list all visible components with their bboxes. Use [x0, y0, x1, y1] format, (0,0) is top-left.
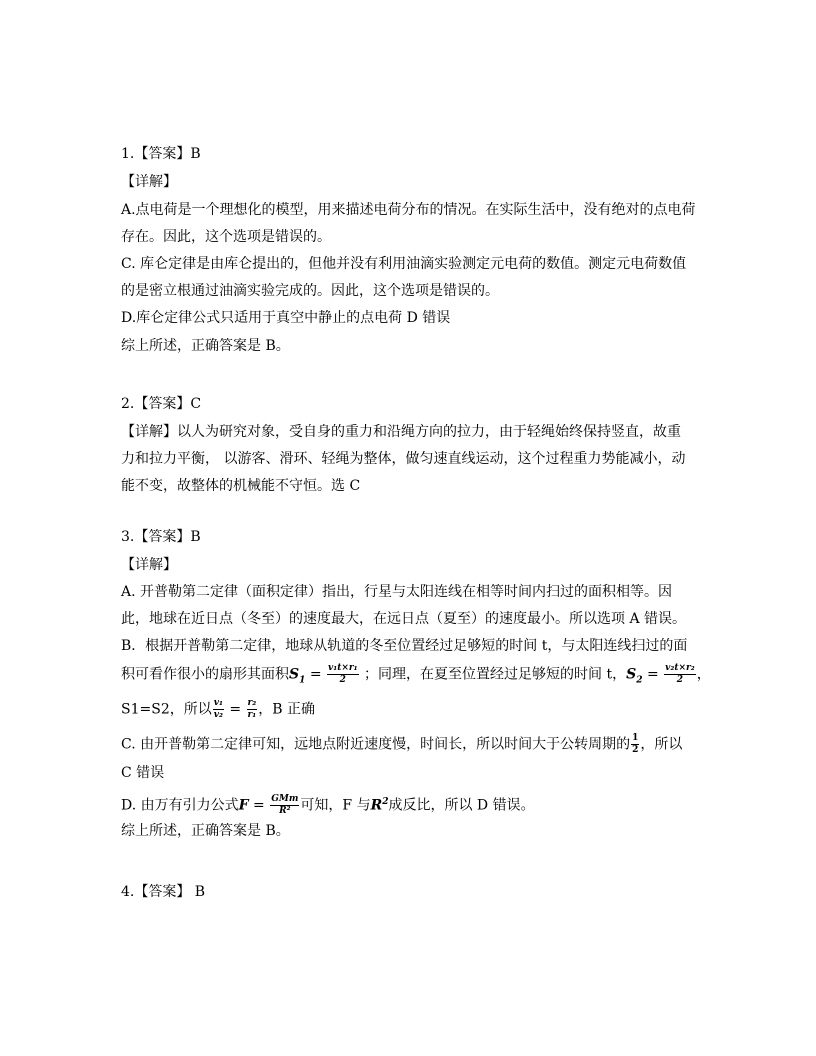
s2-subscript: 2	[636, 675, 643, 686]
q3-detail-head: 【详解】	[121, 557, 177, 573]
q3-b2-middle: ；同理，在夏至位置经过足够短的时间 t，	[359, 666, 627, 683]
radius-symbol: R	[370, 797, 383, 814]
q3-answer: 3.【答案】B	[121, 529, 201, 545]
q3-b2-prefix: 积可看作很小的扇形其面积	[121, 666, 289, 683]
q1-line-1: A.点电荷是一个理想化的模型，用来描述电荷分布的情况。在实际生活中，没有绝对的点电荷	[121, 202, 696, 218]
s2-denominator: 2	[676, 675, 684, 685]
q3-option-c-line-1	[121, 734, 682, 755]
radius-ratio	[247, 699, 258, 720]
q3-b3-prefix: S1=S2，所以	[121, 701, 212, 718]
s1-denominator: 2	[339, 675, 346, 685]
s2-fraction	[664, 664, 696, 685]
q1-line-2: 存在。因此，这个选项是错误的。	[121, 229, 331, 245]
q1-detail-head: 【详解】	[121, 174, 177, 190]
comma: ，	[696, 666, 711, 683]
equals-sign: =	[248, 797, 270, 814]
q3-option-b-line-2	[121, 664, 711, 690]
s1-symbol: S	[289, 666, 300, 683]
q1-line-5: D.库仑定律公式只适用于真空中静止的点电荷 D 错误	[121, 310, 451, 326]
q3-option-d	[121, 792, 535, 816]
half-fraction	[631, 734, 639, 755]
half-numerator: 1	[632, 733, 639, 743]
s1-fraction	[327, 664, 359, 685]
half-denominator: 2	[632, 745, 639, 755]
q2-line-3: 能不变，故整体的机械能不守恒。选 C	[121, 478, 361, 494]
equals-sign: =	[224, 701, 246, 718]
equals-sign: =	[305, 666, 327, 683]
q1-answer: 1.【答案】B	[121, 146, 201, 162]
q3-d-prefix: D. 由万有引力公式	[121, 797, 239, 814]
s2-numerator: v₂t×r₂	[665, 663, 695, 673]
velocity-ratio	[213, 699, 224, 720]
gravity-numerator: GMm	[271, 794, 299, 805]
q2-answer: 2.【答案】C	[121, 396, 202, 412]
q3-option-b-line-1: B．根据开普勒第二定律，地球从轨道的冬至位置经过足够短的时间 t，与太阳连线扫过的面	[121, 638, 688, 654]
gravity-denominator: R²	[279, 806, 291, 817]
q1-line-3: C. 库仑定律是由库仑提出的，但他并没有利用油滴实验测定元电荷的数值。测定元电荷数值	[121, 256, 687, 272]
q3-b3-suffix: ，B 正确	[258, 701, 315, 718]
equals-sign: =	[642, 666, 664, 683]
q3-option-b-line-3	[121, 699, 315, 720]
radius-denominator: r₁	[247, 710, 257, 720]
s2-symbol: S	[626, 666, 637, 683]
force-symbol: F	[238, 797, 249, 814]
velocity-numerator: v₁	[213, 698, 223, 708]
q4-answer: 4.【答案】 B	[121, 884, 206, 900]
q3-summary: 综上所述，正确答案是 B。	[121, 823, 290, 839]
q3-c1-suffix: ，所以	[640, 736, 683, 753]
gravity-fraction	[270, 795, 299, 816]
q3-option-a-line-1: A. 开普勒第二定律（面积定律）指出，行星与太阳连线在相等时间内扫过的面积相等。因	[121, 584, 673, 600]
q3-d-suffix: 成反比，所以 D 错误。	[388, 797, 535, 814]
s1-subscript: 1	[299, 675, 306, 686]
q2-line-2: 力和拉力平衡， 以游客、滑环、轻绳为整体，做匀速直线运动，这个过程重力势能减小，动	[121, 451, 686, 467]
velocity-denominator: v₂	[213, 710, 223, 720]
s1-numerator: v₁t×r₁	[328, 663, 358, 673]
q3-c1-prefix: C. 由开普勒第二定律可知，远地点附近速度慢，时间长，所以时间大于公转周期的	[121, 736, 631, 753]
q1-line-4: 的是密立根通过油滴实验完成的。因此，这个选项是错误的。	[121, 283, 499, 299]
radius-exponent: 2	[382, 797, 389, 807]
radius-numerator: r₂	[247, 698, 257, 708]
q1-summary: 综上所述，正确答案是 B。	[121, 338, 290, 354]
q3-d-middle: 可知，F 与	[300, 797, 371, 814]
q3-option-a-line-2: 此，地球在近日点（冬至）的速度最大，在远日点（夏至）的速度最小。所以选项 A 错误。	[121, 611, 687, 627]
q2-line-1: 【详解】以人为研究对象，受自身的重力和沿绳方向的拉力，由于轻绳始终保持竖直，故重	[121, 424, 681, 440]
q3-option-c-line-2: C 错误	[121, 765, 165, 781]
